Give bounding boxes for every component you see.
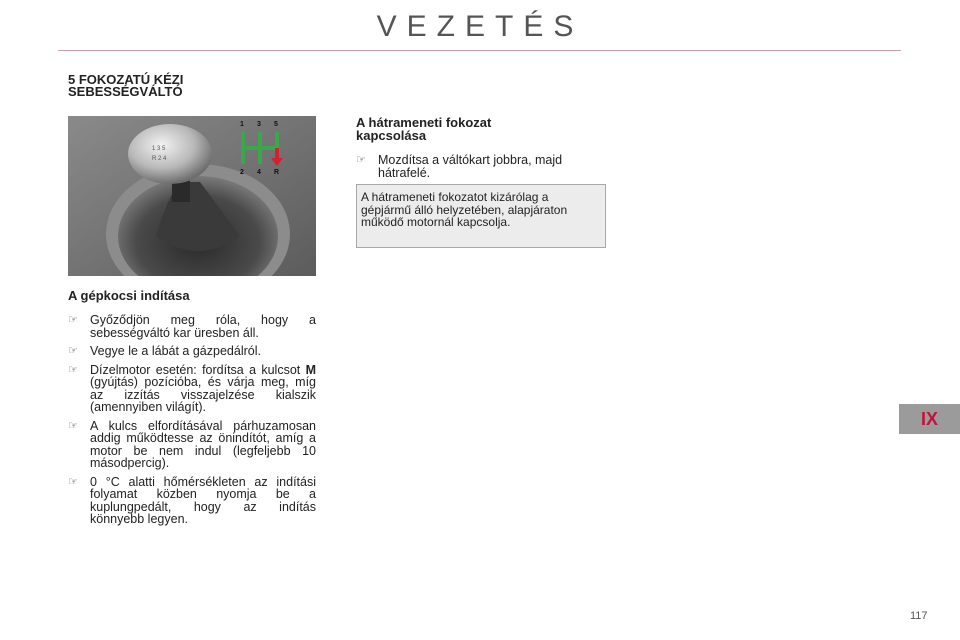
shift-label-4: 4 [257,169,261,176]
pointing-hand-icon: ☞ [68,362,78,376]
list-item: ☞ Győződjön meg róla, hogy a sebességváltó kar üresben áll. [68,313,316,340]
reverse-heading: A hátrameneti fokozat kapcsolása [356,115,492,143]
list-item: ☞ Vegye le a lábát a gázpedálról. [68,344,261,358]
ignition-position-label: M [305,362,316,377]
svg-text:R 2 4: R 2 4 [152,156,167,162]
section-title-line2: SEBESSÉGVÁLTÓ [68,84,183,99]
pointing-hand-icon: ☞ [68,418,78,432]
pointing-hand-icon: ☞ [68,474,78,488]
page-number: 117 [910,610,928,622]
list-item: ☞ Mozdítsa a váltókart jobbra, majd hátrafelé. [356,153,563,180]
list-item: ☞ Dízelmotor esetén: fordítsa a kulcsot M (gyújtás) pozícióba, és várja meg, míg az izzítás visszajelzése kialszik (amennyiben világít). [68,362,316,414]
reverse-note-box: A hátrameneti fokozatot kizárólag a gépjármű álló helyzetében, alapjáraton működő motornál kapcsolja. [356,184,606,248]
list-item: ☞ 0 °C alatti hőmérsékleten az indítási folyamat közben nyomja be a kuplungpedált, hogy az indítás könnyebb legyen. [68,474,316,526]
shift-label-r: R [274,169,280,176]
section-title [68,74,183,98]
pointing-hand-icon: ☞ [68,313,78,326]
starting-heading: A gépkocsi indítása [68,288,190,303]
section-title-line1: 5 FOKOZATÚ KÉZI [68,72,184,87]
list-item: ☞ A kulcs elfordításával párhuzamosan addig működtesse az önindítót, amíg a motor be nem indul (legfeljebb 10 másodpercig). [68,418,316,470]
chapter-tab: IX [899,404,960,434]
page-title: VEZETÉS [376,10,584,43]
header-divider [58,50,901,51]
svg-text:1 3 5: 1 3 5 [152,146,166,152]
reverse-list [356,154,604,185]
shift-label-2: 2 [240,169,244,176]
gear-lever-illustration [68,116,316,276]
starting-list [68,314,316,532]
shift-label-3: 3 [257,121,261,128]
gear-lever-photo [68,116,316,276]
pointing-hand-icon: ☞ [68,344,78,357]
shift-label-5: 5 [274,121,278,128]
pointing-hand-icon: ☞ [356,153,366,166]
shift-label-1: 1 [240,121,244,128]
